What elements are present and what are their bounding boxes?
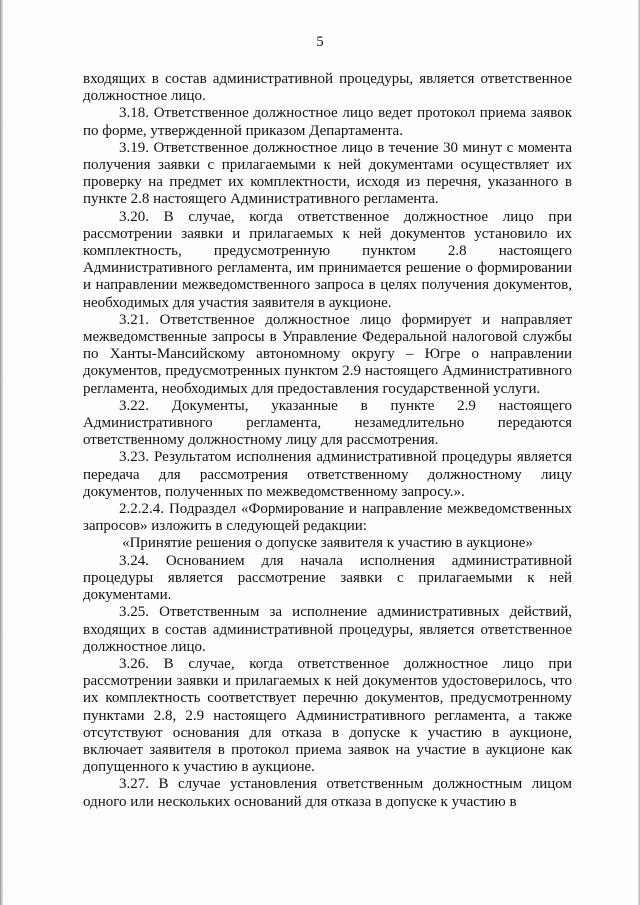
paragraph-3-18: 3.18. Ответственное должностное лицо ведет протокол приема заявок по форме, утвержденной приказом Департамента. — [83, 105, 572, 139]
paragraph-2-2-2-4: 2.2.2.4. Подраздел «Формирование и направление межведомственных запросов» изложить в следующей редакции: — [83, 501, 572, 535]
subsection-heading: «Принятие решения о допуске заявителя к участию в аукционе» — [122, 535, 533, 552]
paragraph-3-19: 3.19. Ответственное должностное лицо в течение 30 минут с момента получения заявки с прилагаемыми к ней документами осуществляет их проверку на предмет их комплектности, исходя из перечня, указанного в пункте 2.8 настоящего Административного регламента. — [83, 139, 572, 208]
paragraph-3-24: 3.24. Основанием для начала исполнения административной процедуры является рассмотрение заявки с прилагаемыми к ней документами. — [83, 552, 572, 604]
paragraph-3-21: 3.21. Ответственное должностное лицо формирует и направляет межведомственные запросы в Управление Федеральной налоговой службы по Ханты-Мансийскому автономному округу – Югре о направлении документов, предусмотренных пунктом 2.9 настоящего Административного регламента, необходимых для предоставления государственной услуги. — [83, 311, 572, 397]
paragraph-3-25: 3.25. Ответственным за исполнение административных действий, входящих в состав административной процедуры, является ответственное должностное лицо. — [83, 604, 572, 655]
document-body — [83, 71, 572, 811]
paragraph-3-20: 3.20. В случае, когда ответственное должностное лицо при рассмотрении заявки и прилагаемых к ней документов установило их комплектность, предусмотренную пунктом 2.8 настоящего Административного регламента, им принимается решение о формировании и направлении межведомственного запроса в целях получения документов, необходимых для участия заявителя в аукционе. — [83, 208, 572, 311]
paragraph-3-26: 3.26. В случае, когда ответственное должностное лицо при рассмотрении заявки и прилагаемых к ней документов удостоверилось, что их комплектность соответствует перечню документов, предусмотренному пунктами 2.8, 2.9 настоящего Административного регламента, а также отсутствуют основания для отказа в допуске к участию в аукционе, включает заявителя в протокол приема заявок на участие в аукционе как допущенного к участию в аукционе. — [83, 655, 572, 776]
page-number: 5 — [316, 34, 324, 50]
paragraph-continuation: входящих в состав административной процедуры, является ответственное должностное лицо. — [83, 71, 572, 105]
paragraph-3-23: 3.23. Результатом исполнения административной процедуры является передача для рассмотрения ответственному должностному лицу документов, полученных по межведомственному запросу.». — [83, 449, 572, 500]
scan-edge-left — [0, 0, 3, 905]
paragraph-3-22: 3.22. Документы, указанные в пункте 2.9 настоящего Административного регламента, незамедлительно передаются ответственному должностному лицу для рассмотрения. — [83, 397, 572, 449]
paragraph-3-27: 3.27. В случае установления ответственным должностным лицом одного или нескольких оснований для отказа в допуске к участию в — [83, 776, 572, 810]
